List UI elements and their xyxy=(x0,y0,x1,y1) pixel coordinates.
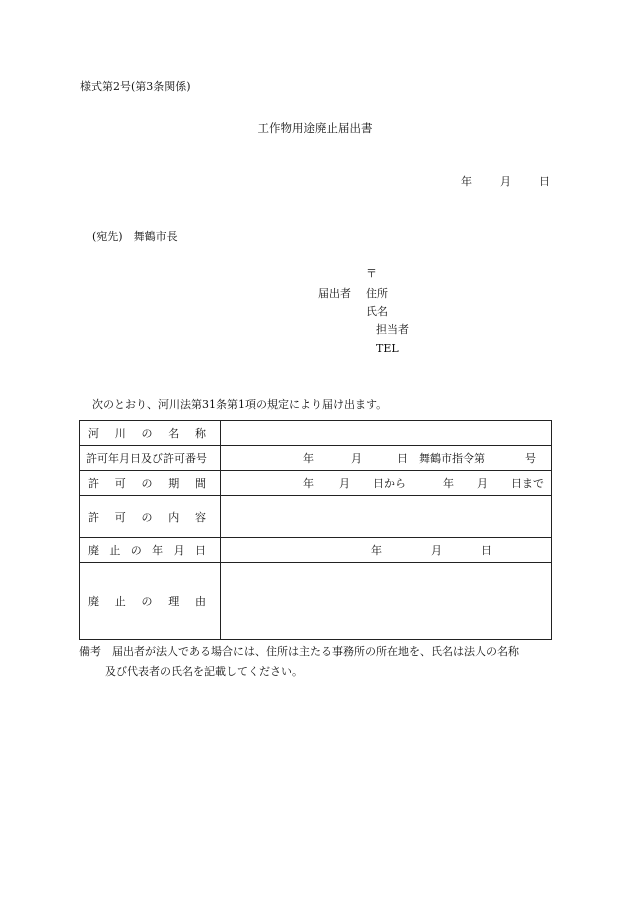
addressee: (宛先) 舞鶴市長 xyxy=(92,230,178,243)
label-char: 止 xyxy=(114,595,126,608)
label-char: 期 xyxy=(168,477,180,490)
postal-mark: 〒 xyxy=(366,267,377,280)
label-char: 許 xyxy=(88,477,99,490)
label-char: 月 xyxy=(173,544,185,557)
table-row-permit-period xyxy=(80,471,552,496)
label-char: 容 xyxy=(195,510,206,524)
person-in-charge-label: 担当者 xyxy=(376,323,409,336)
river-name-field[interactable] xyxy=(221,421,552,446)
date-year: 年 xyxy=(461,175,472,188)
notification-table xyxy=(79,420,552,640)
period-end-month-unit: 月 xyxy=(477,477,488,490)
label-char: 河 xyxy=(88,427,99,440)
label-char: 廃 xyxy=(88,595,99,608)
label-char: 年 xyxy=(152,544,164,557)
label-char: 由 xyxy=(195,595,206,608)
remarks-line-1: 備考 届出者が法人である場合には、住所は主たる事務所の所在地を、氏名は法人の名称 xyxy=(79,645,519,658)
period-start-year-unit: 年 xyxy=(303,477,314,490)
permit-date-number-field[interactable] xyxy=(221,446,552,471)
abolition-date-label xyxy=(80,538,221,563)
table-row-river-name xyxy=(80,421,552,446)
label-char: の xyxy=(141,510,153,524)
period-until-text: 日まで xyxy=(511,477,544,490)
table-row-permit-date-number xyxy=(80,446,552,471)
remarks-line-2: 及び代表者の氏名を記載してください。 xyxy=(105,665,303,678)
permit-month-unit: 月 xyxy=(351,452,362,465)
abolition-month-unit: 月 xyxy=(431,544,442,557)
tel-label: TEL xyxy=(376,342,399,355)
label-char: の xyxy=(130,544,142,557)
table-row-abolition-date xyxy=(80,538,552,563)
label-char: 理 xyxy=(168,595,180,608)
label-char: 止 xyxy=(109,544,121,557)
abolition-date-field[interactable] xyxy=(221,538,552,563)
permit-content-label xyxy=(80,496,221,538)
label-char: 間 xyxy=(195,477,206,490)
label-char: の xyxy=(141,427,153,440)
permit-year-unit: 年 xyxy=(303,452,314,465)
address-label: 住所 xyxy=(366,287,388,300)
date-month: 月 xyxy=(500,175,511,188)
permit-number-unit: 号 xyxy=(525,452,536,465)
label-char: 名 xyxy=(168,427,180,440)
abolition-day-unit: 日 xyxy=(481,544,492,557)
permit-day-unit: 日 xyxy=(397,452,408,465)
label-char: 内 xyxy=(168,510,180,524)
intro-text: 次のとおり、河川法第31条第1項の規定により届け出ます。 xyxy=(92,398,388,411)
table-row-permit-content xyxy=(80,496,552,538)
form-number: 様式第2号(第3条関係) xyxy=(80,80,191,93)
river-name-label xyxy=(80,421,221,446)
date-day: 日 xyxy=(539,175,550,188)
submission-date xyxy=(461,175,550,189)
applicant-label: 届出者 xyxy=(318,287,351,300)
period-end-year-unit: 年 xyxy=(443,477,454,490)
label-char: 許 xyxy=(88,510,99,524)
label-char: 可 xyxy=(114,477,126,490)
abolition-year-unit: 年 xyxy=(371,544,382,557)
permit-date-number-label xyxy=(80,446,221,471)
label-char: の xyxy=(141,595,153,608)
permit-designation-text: 舞鶴市指令第 xyxy=(419,452,485,465)
label-char: 廃 xyxy=(88,544,99,557)
label-char: 日 xyxy=(194,544,206,557)
period-from-text: 日から xyxy=(373,477,406,490)
abolition-reason-field[interactable] xyxy=(221,563,552,640)
permit-period-field[interactable] xyxy=(221,471,552,496)
label-char: 川 xyxy=(114,427,126,440)
label-char: 可 xyxy=(114,510,126,524)
permit-period-label xyxy=(80,471,221,496)
period-start-month-unit: 月 xyxy=(339,477,350,490)
label-text: 許可年月日及び許可番号 xyxy=(86,452,207,465)
table-row-abolition-reason xyxy=(80,563,552,640)
document-title: 工作物用途廃止届出書 xyxy=(257,121,373,135)
permit-content-field[interactable] xyxy=(221,496,552,538)
label-char: 称 xyxy=(195,427,206,440)
abolition-reason-label xyxy=(80,563,221,640)
label-char: の xyxy=(141,477,153,490)
name-label: 氏名 xyxy=(366,305,388,318)
